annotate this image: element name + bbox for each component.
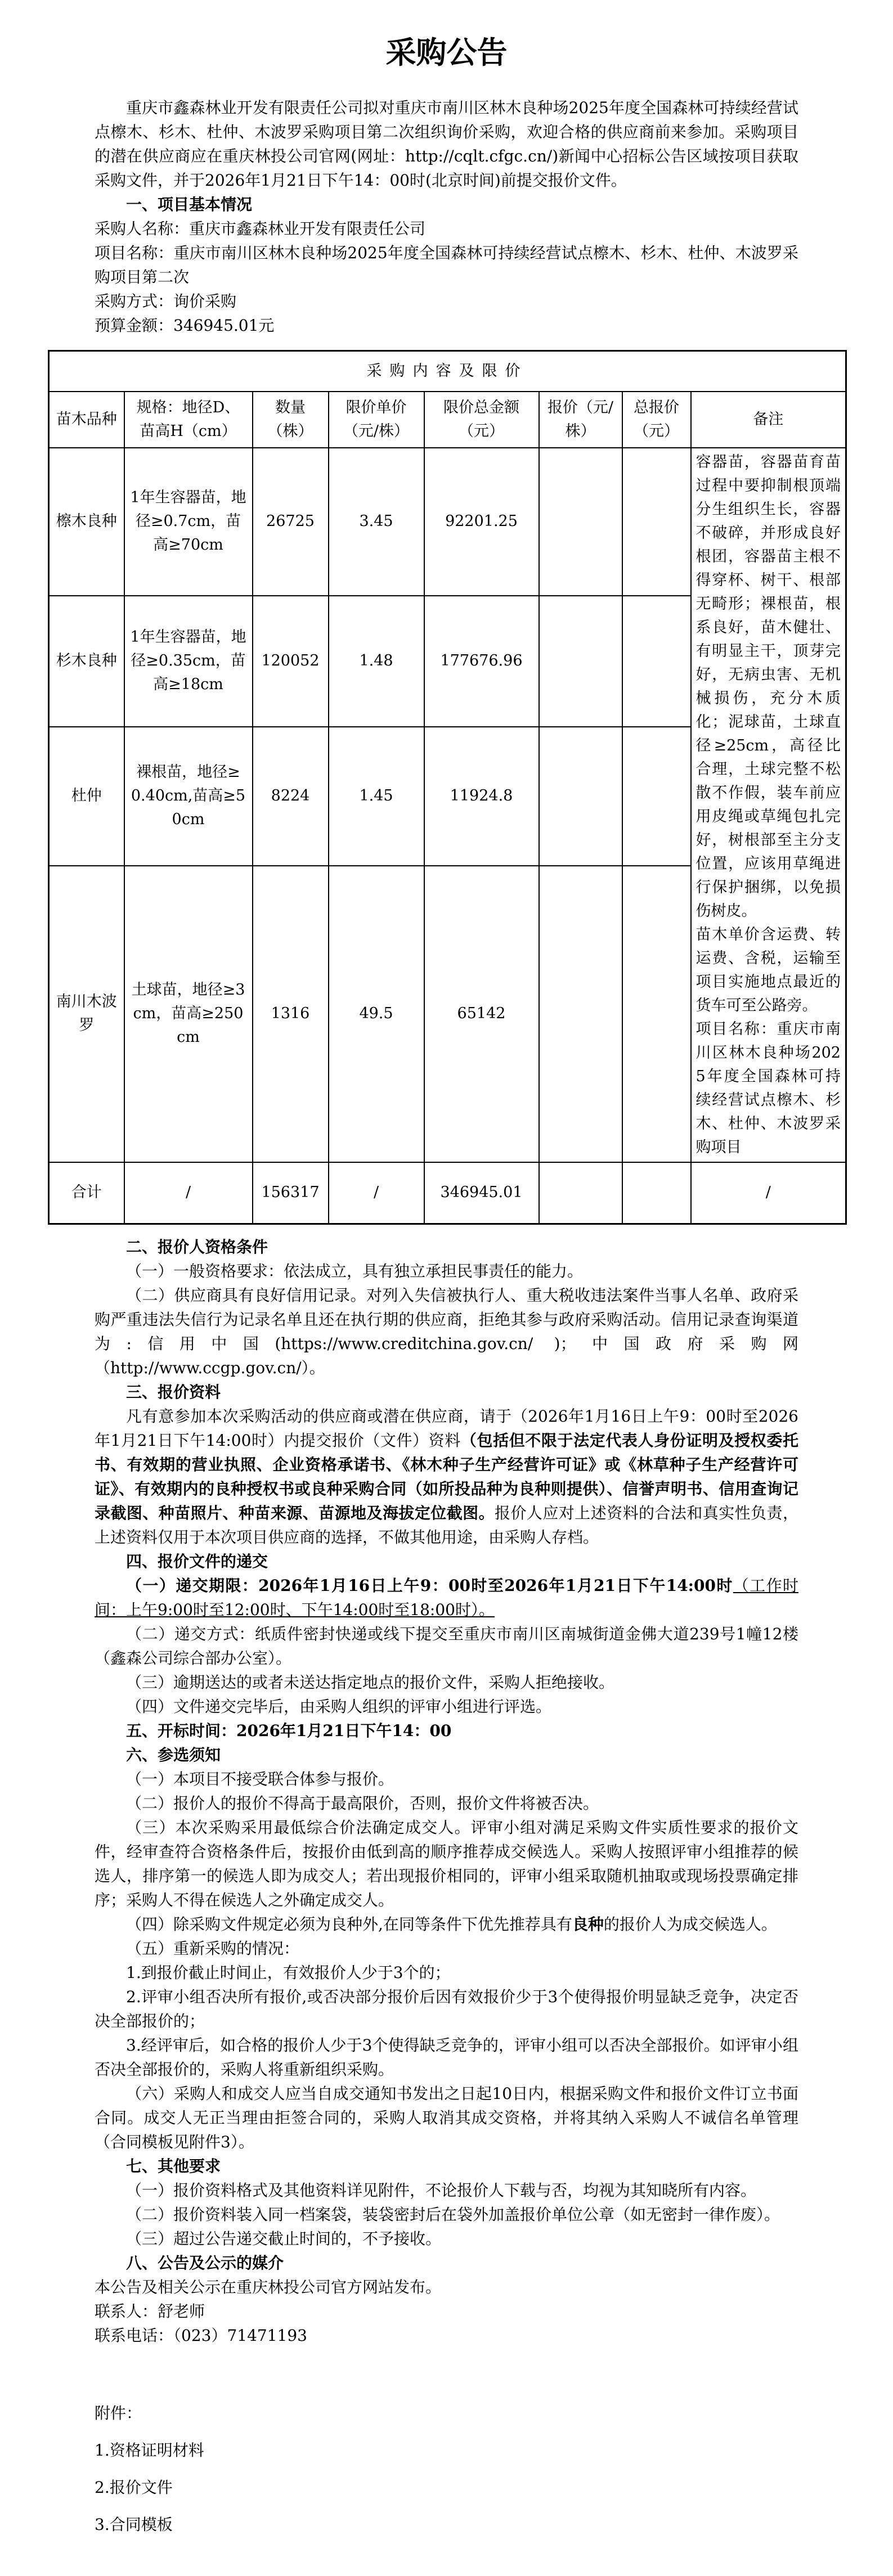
purchaser-name-line: 采购人名称：重庆市鑫森林业开发有限责任公司 [95, 219, 426, 238]
section-6-item-5-sub-3: 3.经评审后，如合格的报价人少于3个使得缺乏竞争的，评审小组可以否决全部报价。如评审小组否决全部报价的，采购人将重新组织采购。 [95, 2036, 798, 2079]
spec-cell: 1年生容器苗，地径≥0.35cm，苗高≥18cm [124, 596, 253, 727]
section-6-item-5-sub-1: 1.到报价截止时间止，有效报价人少于3个的； [126, 1963, 451, 1982]
total-price-cell: 177676.96 [424, 596, 539, 727]
total-unit-cell: / [329, 1162, 424, 1224]
bid-price-cell [539, 727, 622, 866]
total-amount-cell: 346945.01 [424, 1162, 539, 1224]
attachment-item-quotation: 2.报价文件 [95, 2478, 173, 2497]
quantity-cell: 120052 [253, 596, 329, 727]
total-spec-cell: / [124, 1162, 253, 1224]
project-name-line: 项目名称：重庆市南川区林木良种场2025年度全国森林可持续经营试点檫木、杉木、杜仲、木波罗采购项目第二次 [95, 244, 798, 286]
col-header-total-price-limit: 限价总金额（元） [424, 392, 539, 448]
attachment-item-qualification: 1.资格证明材料 [95, 2441, 204, 2460]
section-4-item-3: （三）逾期送达的或者未送达指定地点的报价文件，采购人拒绝接收。 [126, 1673, 615, 1692]
bid-total-cell [622, 866, 691, 1162]
section-1-heading: 一、项目基本情况 [126, 195, 253, 214]
col-header-unit-price-limit: 限价单价（元/株） [329, 392, 424, 448]
section-4-item-2: （二）递交方式：纸质件密封快递或线下提交至重庆市南川区南城街道金佛大道239号1幢12楼（鑫森公司综合部办公室）。 [95, 1625, 798, 1667]
section-7-item-2: （二）报价资料装入同一档案袋，装袋密封后在袋外加盖报价单位公章（如无密封一律作废）。 [126, 2205, 780, 2224]
section-3-text-regular: 凡有意参加本次采购活动的供应商或潜在供应商，请于（2026年1月16日上午9：00时至2026年1月21日下午14:00时）内提交报价（文件）资料 [95, 1407, 798, 1450]
col-header-bid-total: 总报价（元） [622, 392, 691, 448]
section-2-item-2: （二）供应商具有良好信用记录。对列入失信被执行人、重大税收违法案件当事人名单、政府采购严重违法失信行为记录名单且还在执行期的供应商，拒绝其参与政府采购活动。信用记录查询渠道为:信用中国(https://www.creditchina.gov.cn/ )；中国政府采购网（http://www.ccgp.gov.cn/）。 [95, 1286, 798, 1377]
section-3-heading: 三、报价资料 [126, 1383, 221, 1401]
unit-price-cell: 1.48 [329, 596, 424, 727]
bid-price-cell [539, 596, 622, 727]
section-7-heading: 七、其他要求 [126, 2157, 221, 2175]
working-hours-underline: （工作时间：上午9:00时至12:00时、下午14:00时至18:00时）。 [95, 1576, 798, 1619]
section-6-heading: 六、参选须知 [126, 1746, 221, 1764]
section-7-item-3: （三）超过公告递交截止时间的，不予接收。 [126, 2229, 442, 2248]
section-8-heading: 八、公告及公示的媒介 [126, 2254, 284, 2272]
bid-total-cell [622, 596, 691, 727]
section-6-item-4 [95, 1912, 798, 1936]
species-cell: 杜仲 [49, 727, 124, 866]
section-3-text-closing: 报价人应对上述资料的合法和真实性负责，上述资料仅用于本次项目供应商的选择，不做其他用途，由采购人存档。 [95, 1504, 798, 1547]
remark-merged-cell [691, 448, 846, 1162]
quantity-cell: 1316 [253, 866, 329, 1162]
bid-price-cell [539, 866, 622, 1162]
table-total-row [49, 1162, 846, 1224]
budget-amount-line: 预算金额：346945.01元 [95, 316, 275, 335]
total-price-cell: 65142 [424, 866, 539, 1162]
contact-phone-line: 联系电话：（023）71471193 [95, 2326, 307, 2345]
spec-cell: 1年生容器苗，地径≥0.7cm，苗高≥70cm [124, 448, 253, 596]
page-title: 采购公告 [385, 34, 508, 70]
intro-paragraph: 重庆市鑫森林业开发有限责任公司拟对重庆市南川区林木良种场2025年度全国森林可持续经营试点檫木、杉木、杜仲、木波罗采购项目第二次组织询价采购，欢迎合格的供应商前来参加。采购项目的潜在供应商应在重庆林投公司官网(网址：http://cqlt.cfgc.cn/)新闻中心招标公告区域按项目获取采购文件，并于2026年1月21日下午14：00时(北京时间)前提交报价文件。 [95, 98, 798, 190]
section-7-item-1: （一）报价资料格式及其他资料详见附件，不论报价人下载与否，均视为其知晓所有内容。 [126, 2181, 757, 2200]
col-header-quantity: 数量（株） [253, 392, 329, 448]
section-4-item-4: （四）文件递交完毕后，由采购人组织的评审小组进行评选。 [126, 1697, 552, 1716]
attachment-item-contract-template: 3.合同模板 [95, 2515, 173, 2534]
quantity-cell: 26725 [253, 448, 329, 596]
total-price-cell: 11924.8 [424, 727, 539, 866]
table-row [49, 448, 846, 596]
table-caption-row [49, 351, 846, 392]
species-cell: 杉木良种 [49, 596, 124, 727]
publish-media-line: 本公告及相关公示在重庆林投公司官方网站发布。 [95, 2278, 442, 2296]
section-6-item-5-sub-2: 2.评审小组否决所有报价,或否决部分报价后因有效报价少于3个使得报价明显缺乏竞争，决定否决全部报价的； [95, 1988, 798, 2030]
price-table-wrapper [48, 350, 845, 1225]
unit-price-cell: 49.5 [329, 866, 424, 1162]
bid-total-cell [622, 448, 691, 596]
section-6-item-4-post: 的报价人为成交候选人。 [603, 1915, 777, 1934]
section-3-paragraph [95, 1404, 798, 1549]
species-cell: 檫木良种 [49, 448, 124, 596]
section-2-heading: 二、报价人资格条件 [126, 1238, 268, 1256]
remark-freight-paragraph: 苗木单价含运费、转运费、含税，运输至项目实施地点最近的货车可至公路旁。 [695, 925, 841, 1014]
contact-person-line: 联系人：舒老师 [95, 2302, 205, 2321]
section-6-item-4-bold: 良种 [572, 1915, 604, 1934]
col-header-remark: 备注 [691, 392, 846, 448]
total-bid-cell [539, 1162, 622, 1224]
total-quantity-cell: 156317 [253, 1162, 329, 1224]
section-6-item-1: （一）本项目不接受联合体参与报价。 [126, 1770, 394, 1788]
quantity-cell: 8224 [253, 727, 329, 866]
bid-total-cell [622, 727, 691, 866]
total-bid-total-cell [622, 1162, 691, 1224]
col-header-bid-unit-price: 报价（元/株） [539, 392, 622, 448]
remark-project-paragraph: 项目名称：重庆市南川区林木良种场2025年度全国森林可持续经营试点檫木、杉木、杜仲、木波罗采购项目 [695, 1020, 841, 1156]
section-2-item-1: （一）一般资格要求：依法成立，具有独立承担民事责任的能力。 [126, 1262, 584, 1280]
table-caption: 采购内容及限价 [49, 351, 846, 392]
section-5-heading: 五、开标时间：2026年1月21日下午14：00 [126, 1721, 452, 1740]
bid-price-cell [539, 448, 622, 596]
price-table [48, 350, 847, 1225]
unit-price-cell: 1.45 [329, 727, 424, 866]
spec-cell: 裸根苗，地径≥0.40cm,苗高≥50cm [124, 727, 253, 866]
total-label-cell: 合计 [49, 1162, 124, 1224]
col-header-species: 苗木品种 [49, 392, 124, 448]
table-header-row [49, 392, 846, 448]
total-remark-cell: / [691, 1162, 846, 1224]
total-price-cell: 92201.25 [424, 448, 539, 596]
remark-quality-paragraph: 容器苗，容器苗育苗过程中要抑制根顶端分生组织生长，容器不破碎，并形成良好根团，容器苗主根不得穿杯、树干、根部无畸形；裸根苗，根系良好，苗木健壮、有明显主干，顶芽完好，无病虫害、无机械损伤，充分木质化；泥球苗，土球直径≥25cm，高径比合理，土球完整不松散不作假，装车前应用皮绳或草绳包扎完好，树根部至主分支位置，应该用草绳进行保护捆绑，以免损伤树皮。 [695, 453, 841, 920]
section-6-item-3: （三）本次采购采用最低综合价法确定成交人。评审小组对满足采购文件实质性要求的报价文件，经审查符合资格条件后，按报价由低到高的顺序推荐成交候选人。采购人按照评审小组推荐的候选人，排序第一的候选人即为成交人；若出现报价相同的，评审小组采取随机抽取或现场投票确定排序；采购人不得在候选人之外确定成交人。 [95, 1818, 798, 1909]
submission-deadline-bold: （一）递交期限：2026年1月16日上午9：00时至2026年1月21日下午14:00时 [126, 1576, 733, 1595]
section-6-item-6: （六）采购人和成交人应当自成交通知书发出之日起10日内，根据采购文件和报价文件订立书面合同。成交人无正当理由拒签合同的，采购人取消其成交资格，并将其纳入采购人不诚信名单管理（合同模板见附件3）。 [95, 2084, 798, 2151]
unit-price-cell: 3.45 [329, 448, 424, 596]
spec-cell: 土球苗，地径≥3cm，苗高≥250cm [124, 866, 253, 1162]
section-6-item-4-pre: （四）除采购文件规定必须为良种外,在同等条件下优先推荐具有 [126, 1915, 572, 1934]
section-3-text-bold: （包括但不限于法定代表人身份证明及授权委托书、有效期的营业执照、企业资格承诺书、《林木种子生产经营许可证》或《林草种子生产经营许可证》、有效期内的良种授权书或良种采购合同（如所投品种为良种则提供）、信誉声明书、信用查询记录截图、种苗照片、种苗来源、苗源地及海拔定位截图。 [95, 1431, 798, 1522]
species-cell: 南川木波罗 [49, 866, 124, 1162]
attachments-label: 附件： [95, 2404, 142, 2422]
section-6-item-2: （二）报价人的报价不得高于最高限价，否则，报价文件将被否决。 [126, 1794, 599, 1813]
procurement-method-line: 采购方式：询价采购 [95, 292, 237, 311]
section-4-item-1 [95, 1574, 798, 1622]
section-6-item-5: （五）重新采购的情况： [126, 1939, 300, 1958]
col-header-spec: 规格：地径D、苗高H（cm） [124, 392, 253, 448]
section-4-heading: 四、报价文件的递交 [126, 1552, 268, 1571]
